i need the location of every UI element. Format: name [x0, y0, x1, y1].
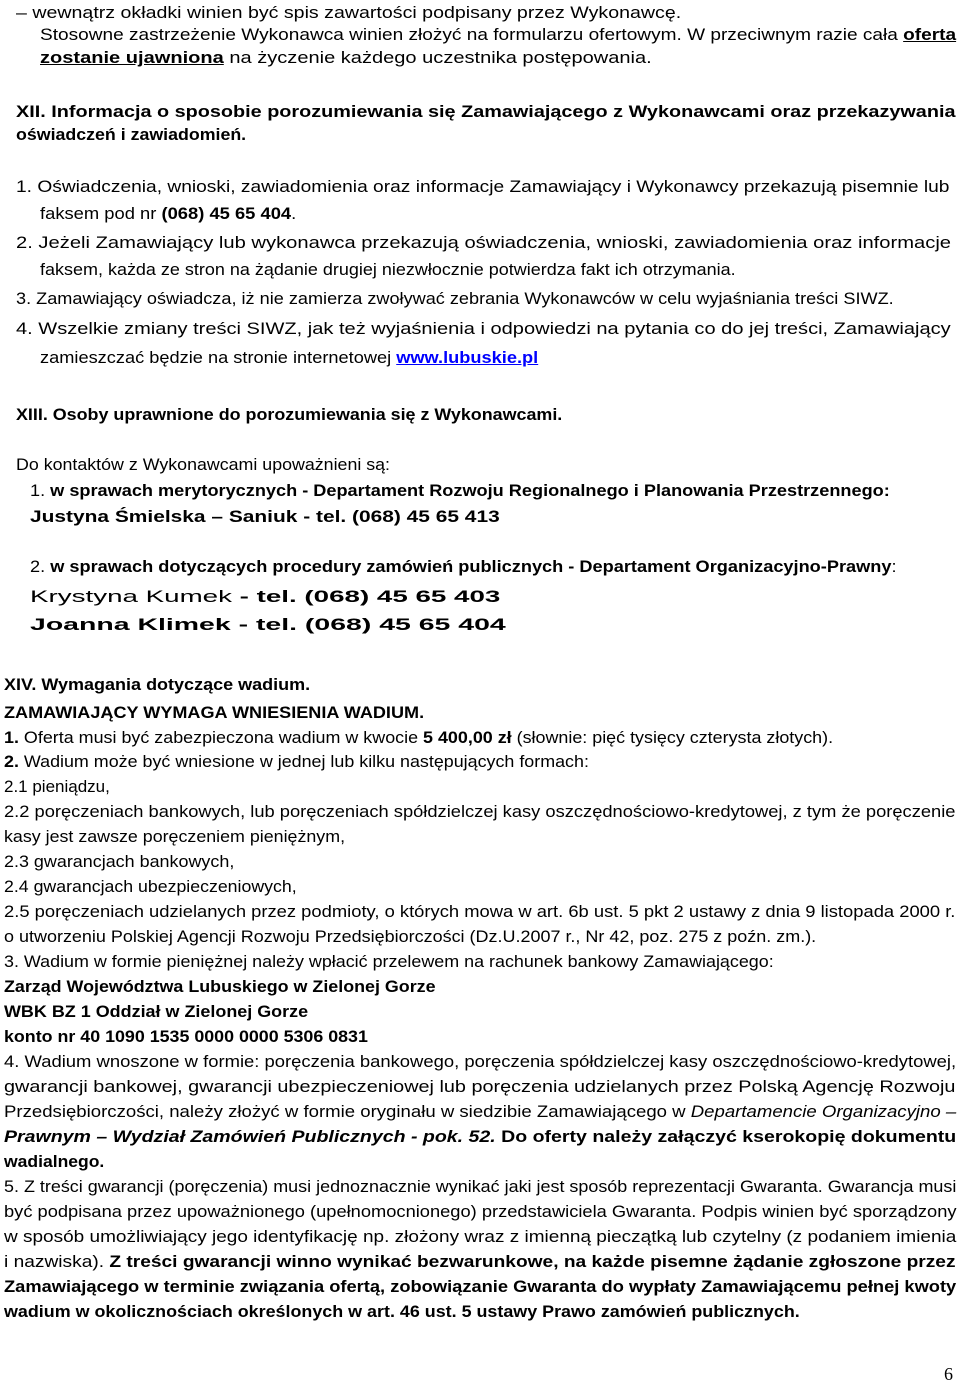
- text-line: [4, 901, 955, 923]
- text-line: [30, 586, 500, 608]
- text-line: [30, 556, 897, 578]
- text-line: [40, 47, 652, 69]
- text-line: [16, 318, 951, 340]
- website-link[interactable]: www.lubuskie.pl: [396, 348, 539, 367]
- text-line: [4, 1276, 956, 1298]
- text-segment: Joanna Klimek - tel. (068) 45 65 404: [30, 615, 506, 634]
- text-line: [30, 506, 500, 528]
- text-segment: WBK BZ 1 Oddział w Zielonej Gorze: [4, 1002, 309, 1021]
- text-segment: kasy jest zawsze poręczeniem pieniężnym,: [4, 827, 346, 846]
- text-segment: 1.: [30, 481, 51, 500]
- text-line: [16, 176, 949, 198]
- text-segment: faksem pod nr: [40, 204, 162, 223]
- text-segment: 2.2 poręczeniach bankowych, lub poręczeniach spółdzielczej kasy oszczędnościowo-kredytowej, z tym że poręczenie: [4, 802, 956, 821]
- text-segment: 2. Jeżeli Zamawiający lub wykonawca przekazują oświadczenia, wnioski, zawiadomienia oraz informacje: [16, 233, 952, 252]
- text-line: [16, 454, 390, 476]
- text-line: [4, 1151, 104, 1173]
- text-line: [4, 1251, 956, 1273]
- text-line: [4, 826, 345, 848]
- text-line: [40, 24, 956, 46]
- text-line: [4, 876, 297, 898]
- text-line: [16, 124, 246, 146]
- text-segment: Krystyna Kumek: [30, 587, 232, 606]
- text-segment: wadium w okolicznościach określonych w art. 46 ust. 5 ustawy Prawo zamówień publicznych.: [4, 1302, 800, 1321]
- text-segment: 4. Wadium wnoszone w formie: poręczenia bankowego, poręczenia spółdzielczej kasy oszczędnościowo-kredytowej,: [4, 1052, 957, 1071]
- text-line: [30, 480, 890, 502]
- text-segment: 3. Zamawiający oświadcza, iż nie zamierza zwoływać zebrania Wykonawców w celu wyjaśniania treści SIWZ.: [16, 289, 894, 308]
- text-segment: 3. Wadium w formie pieniężnej należy wpłacić przelewem na rachunek bankowy Zamawiającego:: [4, 952, 774, 971]
- text-segment: faksem, każda ze stron na żądanie drugiej niezwłocznie potwierdza fakt ich otrzymania.: [40, 260, 736, 279]
- text-segment: ZAMAWIAJĄCY WYMAGA WNIESIENIA WADIUM.: [4, 703, 425, 722]
- text-segment: Stosowne zastrzeżenie Wykonawca winien złożyć na formularzu ofertowym. W przeciwnym razie cała: [40, 25, 904, 44]
- text-line: [40, 203, 296, 225]
- text-segment: o utworzeniu Polskiej Agencji Rozwoju Przedsiębiorczości (Dz.U.2007 r., Nr 42, poz. 275 z poźn. zm.).: [4, 927, 817, 946]
- text-line: [40, 259, 736, 281]
- text-line: [16, 288, 894, 310]
- text-segment: 4. Wszelkie zmiany treści SIWZ, jak też wyjaśnienia i odpowiedzi na pytania co do jej treści, Zamawiający: [16, 319, 951, 338]
- text-segment: Z treści gwarancji winno wynikać bezwarunkowe, na każde pisemne żądanie zgłoszone przez: [109, 1252, 956, 1271]
- text-segment: wadialnego.: [4, 1152, 105, 1171]
- text-segment: – wewnątrz okładki winien być spis zawartości podpisany przez Wykonawcę.: [16, 3, 682, 22]
- text-segment: 2.5 poręczeniach udzielanych przez podmioty, o których mowa w art. 6b ust. 5 pkt 2 ustawy z dnia 9 listopada 2000 r.: [4, 902, 956, 921]
- text-line: [16, 2, 681, 24]
- text-line: [16, 232, 951, 254]
- text-segment: Prawnym – Wydział Zamówień Publicznych - pok. 52.: [4, 1127, 496, 1146]
- text-segment: Zamawiającego w terminie związania ofertą, zobowiązanie Gwaranta do wypłaty Zamawiającemu pełnej kwoty: [4, 1277, 957, 1296]
- text-line: [4, 1226, 956, 1248]
- text-line: [4, 1101, 956, 1123]
- text-line: [4, 951, 774, 973]
- text-segment: oferta: [903, 25, 957, 44]
- text-segment: 2.: [30, 557, 51, 576]
- text-segment: w sprawach dotyczących procedury zamówień publicznych - Departament Organizacyjno-Prawny: [50, 557, 892, 576]
- text-line: [4, 1001, 308, 1023]
- text-line: [4, 674, 310, 696]
- text-segment: w sprawach merytorycznych - Departament Rozwoju Regionalnego i Planowania Przestrzennego:: [50, 481, 890, 500]
- text-segment: być podpisana przez upoważnionego (upełnomocnionego) przedstawiciela Gwaranta. Podpis winien być sporządzony: [4, 1202, 957, 1221]
- text-line: [4, 926, 816, 948]
- text-segment: 2.1 pieniądzu,: [4, 777, 110, 796]
- text-segment: XIV. Wymagania dotyczące wadium.: [4, 675, 311, 694]
- text-line: [4, 1176, 956, 1198]
- page-number: 6: [944, 1364, 953, 1384]
- text-line: [4, 727, 833, 749]
- text-line: [4, 702, 424, 724]
- text-segment: - tel. (068) 45 65 403: [231, 587, 501, 606]
- text-segment: w sposób umożliwiający jego identyfikację np. złożony wraz z imienną pieczątką lub czytelny (z podaniem imienia: [4, 1227, 957, 1246]
- text-segment: konto nr 40 1090 1535 0000 0000 5306 0831: [4, 1027, 368, 1046]
- text-line: [4, 1301, 800, 1323]
- text-segment: oświadczeń i zawiadomień.: [16, 125, 247, 144]
- text-line: [4, 851, 234, 873]
- text-segment: Do kontaktów z Wykonawcami upoważnieni są:: [16, 455, 391, 474]
- text-segment: zamieszczać będzie na stronie internetowej: [40, 348, 397, 367]
- text-segment: 2.: [4, 752, 19, 771]
- text-line: [4, 801, 955, 823]
- text-segment: gwarancji bankowej, gwarancji ubezpieczeniowej lub poręczenia udzielanych przez Polską Agencję Rozwoju: [4, 1077, 956, 1096]
- text-segment: (słownie: pięć tysięcy czterysta złotych).: [511, 728, 834, 747]
- text-line: [4, 1076, 955, 1098]
- text-segment: 1.: [4, 728, 19, 747]
- text-segment: 5 400,00 zł: [423, 728, 512, 747]
- text-segment: Przedsiębiorczości, należy złożyć w formie oryginału w siedzibie Zamawiającego w: [4, 1102, 691, 1121]
- text-line: [4, 1051, 956, 1073]
- text-line: [4, 1026, 368, 1048]
- text-segment: Do oferty należy załączyć kserokopię dokumentu: [495, 1127, 957, 1146]
- text-segment: .: [291, 204, 297, 223]
- text-line: [16, 101, 955, 123]
- text-line: [4, 976, 436, 998]
- text-segment: Zarząd Województwa Lubuskiego w Zielonej Gorze: [4, 977, 436, 996]
- text-segment: zostanie ujawniona: [40, 48, 224, 67]
- text-segment: Wadium może być wniesione w jednej lub kilku następujących formach:: [18, 752, 589, 771]
- text-line: [16, 404, 562, 426]
- text-line: [4, 1126, 956, 1148]
- text-segment: Departamencie Organizacyjno –: [690, 1102, 957, 1121]
- text-line: [4, 776, 110, 798]
- text-line: [30, 614, 506, 636]
- text-segment: :: [891, 557, 897, 576]
- text-segment: 2.3 gwarancjach bankowych,: [4, 852, 235, 871]
- text-line: [40, 347, 538, 369]
- text-segment: 2.4 gwarancjach ubezpieczeniowych,: [4, 877, 297, 896]
- text-segment: 1. Oświadczenia, wnioski, zawiadomienia oraz informacje Zamawiający i Wykonawcy przekazują pisemnie lub: [16, 177, 950, 196]
- text-segment: XIII. Osoby uprawnione do porozumiewania się z Wykonawcami.: [16, 405, 563, 424]
- text-segment: 5. Z treści gwarancji (poręczenia) musi jednoznacznie wynikać jaki jest sposób reprezentacji Gwaranta. Gwarancja musi: [4, 1177, 957, 1196]
- text-segment: Justyna Śmielska – Saniuk - tel. (068) 45 65 413: [30, 507, 500, 526]
- text-segment: XII. Informacja o sposobie porozumiewania się Zamawiającego z Wykonawcami oraz przekazywania: [16, 102, 956, 121]
- text-line: [4, 1201, 957, 1223]
- text-line: [4, 751, 589, 773]
- text-segment: na życzenie każdego uczestnika postępowania.: [223, 48, 652, 67]
- text-segment: Oferta musi być zabezpieczona wadium w kwocie: [18, 728, 424, 747]
- text-segment: i nazwiska).: [4, 1252, 110, 1271]
- text-segment: (068) 45 65 404: [161, 204, 292, 223]
